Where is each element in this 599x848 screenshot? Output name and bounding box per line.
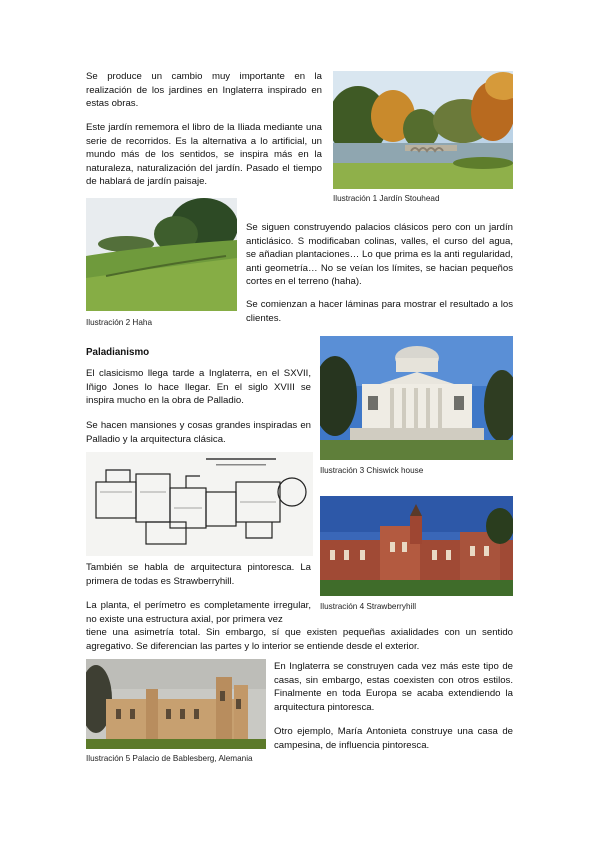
stourhead-garden-image bbox=[333, 71, 513, 189]
paladianismo-paragraph-4b: tiene una asimetría total. Sin embargo, sí que existen pequeñas axialidades con un sentido agregativo. Se diferencian las partes y lo interior se entiende desde el exterior. bbox=[86, 627, 513, 652]
chiswick-house-image bbox=[320, 336, 513, 460]
closing-paragraph-2: Otro ejemplo, María Antonieta construye una casa de campesina, de influencia pintoresca. bbox=[274, 726, 513, 751]
closing-paragraph-1: En Inglaterra se construyen cada vez más este tipo de casas, sin embargo, estas coexisten con otros estilos. Finalmente en toda Europa se acaba extendiendo la arquitectura pintoresca. bbox=[274, 661, 513, 713]
strawberry-hill-image bbox=[320, 496, 513, 596]
section1-paragraph-1: Se siguen construyendo palacios clásicos pero con un jardín anticlásico. S modificaban colinas, valles, el curso del agua, se añadian plantaciones… Lo que prima es la anti regularidad, anti geometría… No se veían los límites, se hacian pequeños cortes en el terreno (haha). bbox=[246, 222, 513, 288]
babelsberg-caption: Ilustración 5 Palacio de Bablesberg, Alemania bbox=[86, 754, 253, 763]
babelsberg-palace-image bbox=[86, 659, 266, 749]
intro-paragraph-1: Se produce un cambio muy importante en la realización de los jardines en Inglaterra inspirado en estas obras. bbox=[86, 71, 322, 110]
section1-paragraph-2: Se comienzan a hacer láminas para mostrar el resultado a los clientes. bbox=[246, 299, 513, 324]
paladianismo-paragraph-2: Se hacen mansiones y cosas grandes inspiradas en Palladio y la arquitectura clásica. bbox=[86, 420, 311, 445]
chiswick-caption: Ilustración 3 Chiswick house bbox=[320, 466, 424, 475]
floor-plan-image bbox=[86, 452, 313, 556]
strawberry-caption: Ilustración 4 Strawberryhill bbox=[320, 602, 417, 611]
paladianismo-paragraph-3: También se habla de arquitectura pintoresca. La primera de todas es Strawberryhill. bbox=[86, 562, 311, 587]
paladianismo-paragraph-4a: La planta, el perímetro es completamente irregular, no existe una estructura axial, por primera vez bbox=[86, 600, 311, 625]
paladianismo-heading: Paladianismo bbox=[86, 347, 150, 358]
stourhead-caption: Ilustración 1 Jardín Stouhead bbox=[333, 194, 440, 203]
haha-caption: Ilustración 2 Haha bbox=[86, 318, 152, 327]
paladianismo-paragraph-1: El clasicismo llega tarde a Inglaterra, en el SXVII, Iñigo Jones lo hace llegar. En el siglo XVIII se inspira mucho en la obra de Palladio. bbox=[86, 368, 311, 407]
intro-paragraph-2: Este jardín rememora el libro de la Iliada mediante una serie de recorridos. Es la alternativa a lo artificial, un mundo más de los sentidos, se inspira más en la naturaleza, naturalización del jardín. Pasado el tiempo de hablará de jardín paisaje. bbox=[86, 122, 322, 188]
haha-image bbox=[86, 198, 237, 311]
